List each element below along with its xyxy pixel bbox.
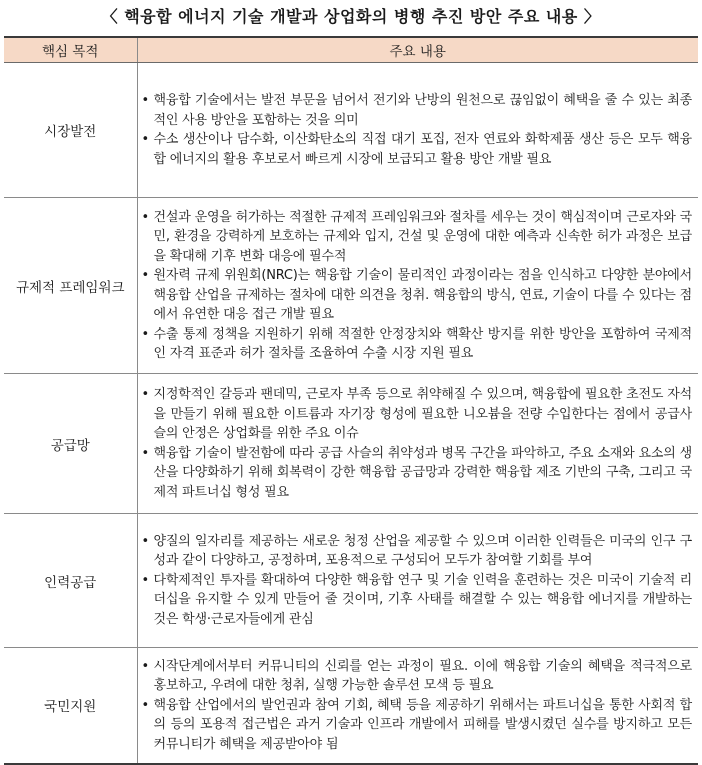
bullet-dot-icon: • — [141, 326, 149, 342]
summary-table — [4, 36, 698, 765]
bullet-text: 핵융합 기술에서는 발전 부문을 넘어서 전기와 난방의 원천으로 끊임없이 혜택을 줄 수 있는 최종적인 사용 방안을 포함하는 것을 의미 — [153, 93, 692, 128]
row-content — [137, 63, 698, 198]
table-row — [4, 198, 698, 374]
row-content — [137, 648, 698, 764]
bullet-dot-icon: • — [141, 209, 149, 225]
bullet-text: 핵융합 기술이 발전함에 따라 공급 사슬의 취약성과 병목 구간을 파악하고, 주요 소재와 요소의 생산을 다양화하기 위해 회복력이 강한 핵융합 공급망과 강력한 핵융합 제조 기반의 구축, 그리고 국제적 파트너십 형성 필요 — [153, 445, 692, 500]
table-row — [4, 514, 698, 648]
bullet-dot-icon: • — [141, 93, 149, 108]
bullet-dot-icon: • — [141, 387, 149, 402]
bullet-item — [142, 385, 693, 444]
bullet-text: 다학제적인 투자를 확대하여 다양한 핵융합 연구 및 기술 인력을 훈련하는 것은 미국이 기술적 리더십을 유지할 수 있게 만들어 줄 것이며, 기후 사태를 해결할 수 있는 핵융합 에너지를 개발하는 것은 학생·근로자들에게 관심 — [153, 572, 692, 627]
bullet-item — [142, 266, 693, 325]
bullet-item — [142, 325, 693, 364]
bullet-text: 양질의 일자리를 제공하는 새로운 청정 산업을 제공할 수 있으며 이러한 인력들은 미국의 인구 구성과 같이 다양하고, 공정하며, 포용적으로 구성되어 모두가 참여할 기회를 부여 — [153, 533, 692, 569]
bullet-item — [142, 696, 693, 755]
bullet-dot-icon: • — [141, 572, 149, 588]
table-row — [4, 374, 698, 514]
bullet-item — [142, 130, 693, 169]
row-content — [137, 198, 698, 374]
bullet-text: 수소 생산이나 담수화, 이산화탄소의 직접 대기 포집, 전자 연료와 화학제품 생산 등은 모두 핵융합 에너지의 활용 후보로서 빠르게 시장에 보급되고 활용 방안 개발 필요 — [153, 132, 692, 167]
bullet-item — [142, 91, 693, 130]
row-content — [137, 374, 698, 514]
row-category: 규제적 프레임워크 — [4, 198, 137, 374]
bullet-item — [142, 657, 693, 696]
row-category: 시장발전 — [4, 63, 137, 198]
bullet-dot-icon: • — [141, 445, 149, 461]
bullet-text: 건설과 운영을 허가하는 적절한 규제적 프레임워크와 절차를 세우는 것이 핵심적이며 근로자와 국민, 환경을 강력하게 보호하는 규제와 입지, 건설 및 운영에 대한 예측과 신속한 허가 과정은 보급을 확대해 기후 변화 대응에 필수적 — [153, 209, 692, 264]
bullet-item — [142, 571, 693, 630]
row-category: 공급망 — [4, 374, 137, 514]
bullet-dot-icon: • — [141, 658, 149, 674]
bullet-text: 핵융합 산업에서의 발언권과 참여 기회, 혜택 등을 제공하기 위해서는 파트너십을 통한 사회적 합의 등의 포용적 접근법은 과거 기술과 인프라 개발에서 피해를 발생시켰던 실수를 방지하고 모든 커뮤니티가 혜택을 제공받아야 됨 — [153, 697, 692, 752]
row-category: 국민지원 — [4, 648, 137, 764]
page-title: 〈 핵융합 에너지 기술 개발과 상업화의 병행 추진 방안 주요 내용 〉 — [101, 7, 601, 26]
table-row — [4, 648, 698, 764]
header-content: 주요 내용 — [137, 37, 698, 63]
bullet-dot-icon: • — [141, 268, 149, 283]
bullet-text: 지정학적인 갈등과 팬데믹, 근로자 부족 등으로 취약해질 수 있으며, 핵융합에 필요한 초전도 자석을 만들기 위해 필요한 이트륨과 자기장 형성에 필요한 니오븀을 전량 수입한다는 점에서 공급사슬의 안정은 상업화를 위한 주요 이슈 — [153, 387, 692, 441]
bullet-text: 수출 통제 정책을 지원하기 위해 적절한 안정장치와 핵확산 방지를 위한 방안을 포함하여 국제적인 자격 표준과 허가 절차를 조율하여 수출 시장 지원 필요 — [153, 326, 692, 361]
row-content — [137, 514, 698, 648]
header-purpose: 핵심 목적 — [4, 37, 137, 63]
bullet-dot-icon: • — [141, 132, 149, 147]
bullet-item — [142, 208, 693, 267]
header-row — [4, 37, 698, 63]
bullet-dot-icon: • — [141, 533, 149, 549]
bullet-item — [142, 532, 693, 571]
bullet-text: 원자력 규제 위원회(NRC)는 핵융합 기술이 물리적인 과정이라는 점을 인식하고 다양한 분야에서 핵융합 산업을 규제하는 절차에 대한 의견을 청취. 핵융합의 방식, 연료, 기술이 다를 수 있다는 점에서 유연한 대응 접근 개발 필요 — [153, 268, 692, 322]
row-category: 인력공급 — [4, 514, 137, 648]
table-row — [4, 63, 698, 198]
bullet-dot-icon: • — [141, 697, 149, 713]
bullet-item — [142, 444, 693, 503]
bullet-text: 시작단계에서부터 커뮤니티의 신뢰를 얻는 과정이 필요. 이에 핵융합 기술의 혜택을 적극적으로 홍보하고, 우려에 대한 청취, 실행 가능한 솔루션 모색 등 필요 — [153, 658, 692, 693]
